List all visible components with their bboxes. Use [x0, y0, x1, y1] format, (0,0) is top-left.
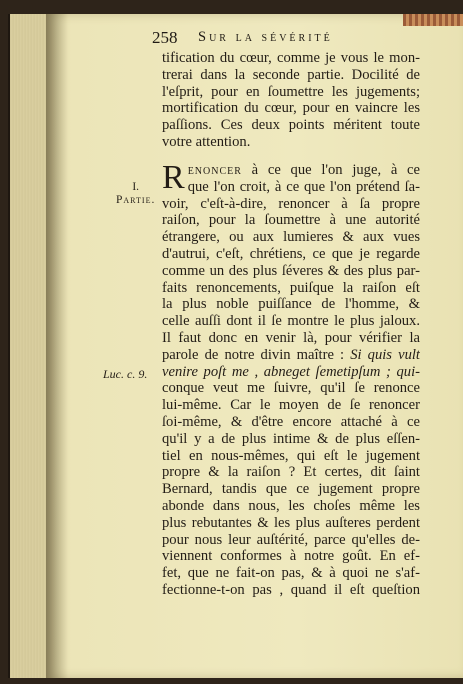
text-line: tiel en nous-mêmes, qui eſt le jugement: [162, 447, 420, 464]
text-line: voir, c'eſt-à-dire, renoncer à ſa propre: [162, 195, 420, 212]
latin-quote: Si quis vult: [350, 346, 420, 363]
paragraph-continuation: [162, 50, 420, 151]
paragraph-main: [162, 159, 420, 599]
text-line: paſſions. Ces deux points méritent toute: [162, 117, 420, 134]
text-line: fectionne-t-on pas , quand il eſt queſtion: [162, 581, 420, 598]
text-line: celle auſſi dont il ſe montre le plus jaloux.: [162, 313, 420, 330]
spine-shadow: [46, 14, 68, 678]
text-line: étrangere, ou aux lumieres & aux vues: [162, 229, 420, 246]
opening-lines: [162, 159, 420, 196]
text-line: lui-même. Car le moyen de ſe renoncer: [162, 397, 420, 414]
text-line: qu'il y a de plus intime & de plus eſſen-: [162, 430, 420, 447]
text-line: raiſon, pour la ſoumettre à une autorité: [162, 212, 420, 229]
text-line: propre & la raiſon ? Et certes, dit ſaint: [162, 464, 420, 481]
part-number: I.: [132, 181, 140, 193]
text-line: [162, 347, 420, 364]
text-line: [188, 162, 420, 179]
quote-intro: parole de notre divin maître :: [162, 346, 345, 363]
text-line: tification du cœur, comme je vous le mon-: [162, 50, 420, 66]
text-line: votre attention.: [162, 133, 251, 150]
text-line: la plus noble puiſſance de l'homme, &: [162, 296, 420, 313]
drop-capital: R: [162, 159, 185, 196]
text-line: pour nous leur auſtérité, parce qu'elles de-: [162, 531, 420, 548]
text-line: Il faut donc en venir là, pour vérifier la: [162, 329, 420, 346]
text-line: trerai dans la seconde partie. Docilité de: [162, 66, 420, 83]
text-line: venire poſt me , abneget ſemetipſum ; qui-: [162, 363, 420, 380]
text-line: comme un des plus ſéveres & des plus par-: [162, 262, 420, 279]
text-line: conque veut me ſuivre, qu'il ſe renonce: [162, 380, 420, 397]
margin-bible-reference: Luc. c. 9.: [103, 367, 148, 381]
text-line: ſoi-même, & d'être encore attaché à ce: [162, 413, 420, 430]
first-line-text: à ce que l'on juge, à ce: [241, 162, 420, 178]
page-number: 258: [152, 28, 178, 47]
text-line: que l'on croit, à ce que l'on prétend ſa-: [187, 178, 420, 195]
margin-part-label: [116, 181, 155, 207]
running-title: Sur la sévérité: [198, 29, 333, 45]
part-label: Partie.: [116, 194, 156, 206]
page-header: [152, 28, 422, 50]
text-line: plus rebutantes & les plus auſteres perdent: [162, 514, 420, 531]
text-line: d'autrui, c'eſt, chrétiens, ce que je regarde: [162, 245, 420, 262]
text-line: fet, que ne fait-on pas, & à quoi ne s'af-: [162, 565, 420, 582]
text-line: mortification du cœur, pour en vaincre les: [162, 100, 420, 117]
first-word: enoncer: [187, 162, 242, 178]
text-line: Bernard, tandis que ce jugement propre: [162, 481, 420, 498]
red-top-edge: [403, 14, 463, 26]
text-line: faits renoncements, puiſque la raiſon eſt: [162, 279, 420, 296]
text-line: l'eſprit, pour en ſoumettre les jugements;: [162, 83, 420, 100]
text-line: viennent conformes à notre goût. En ef-: [162, 548, 420, 565]
text-line: abonde dans nous, les choſes même les: [162, 497, 420, 514]
